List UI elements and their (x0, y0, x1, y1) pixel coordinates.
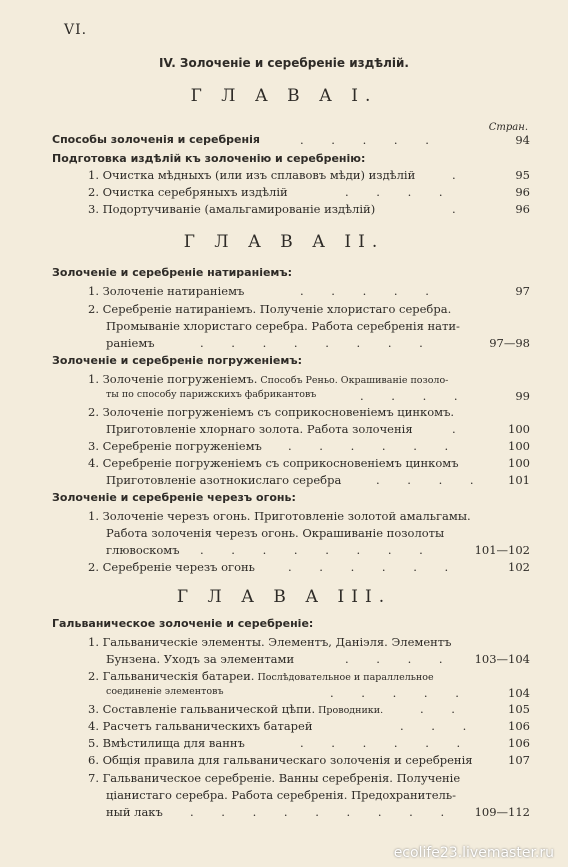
toc-entry (0, 736, 568, 754)
page-ref: 100 (508, 439, 530, 453)
toc-entry (0, 509, 568, 527)
leader-dots: . . . . (345, 185, 455, 199)
toc-entry-text (88, 669, 434, 683)
watermark: ecolife23.livemaster.ru (393, 845, 554, 861)
toc-entry-text: 1. Очистка мѣдныхъ (или изъ сплавовъ мѣди) издѣлій (88, 168, 416, 182)
toc-entry-text: 2. Серебреніе натираніемъ. Полученіе хлористаго серебра. (88, 302, 452, 316)
toc-entry-text (88, 702, 383, 716)
toc-entry-text: 5. Вмѣстилища для ваннъ (88, 736, 245, 750)
toc-entry-small: Способъ Реньо. Окрашиваніе позоло- (257, 375, 449, 386)
toc-entry (0, 202, 568, 220)
page-ref: 99 (515, 389, 530, 403)
toc-group-title: Гальваническое золоченіе и серебреніе: (52, 617, 314, 630)
page-ref: 102 (508, 560, 530, 574)
toc-entry (0, 635, 568, 653)
page-ref: 105 (508, 702, 530, 716)
toc-entry-main: 1. Золоченіе погруженіемъ. (88, 372, 258, 386)
toc-group-title: Золоченіе и серебреніе натираніемъ: (52, 266, 293, 279)
page-number: VI. (64, 22, 88, 38)
leader-dots: . . . . (360, 389, 470, 403)
toc-entry-main: 3. Составленіе гальванической цѣпи. (88, 702, 316, 716)
toc-entry-text: 2. Серебреніе черезъ огонь (88, 560, 255, 574)
page-ref: 96 (515, 185, 530, 199)
toc-group-title: Золоченіе и серебреніе черезъ огонь: (52, 491, 296, 504)
toc-entry-text: глювоскомъ (106, 543, 180, 557)
page-ref: 100 (508, 456, 530, 470)
toc-entry-main: 2. Гальваническія батареи. (88, 669, 255, 683)
toc-entry-text: 1. Золоченіе черезъ огонь. Приготовленіе золотой амальгамы. (88, 509, 471, 523)
toc-entry-text: 1. Гальваническіе элементы. Элементъ, Даніэля. Элементъ (88, 635, 452, 649)
page-ref: 106 (508, 719, 530, 733)
leader-dots: . . . . . . . . (200, 336, 435, 350)
toc-entry-text: раніемъ (106, 336, 155, 350)
leader-dots: . . . . . (300, 284, 441, 298)
page-ref: 94 (515, 133, 530, 147)
chapter-heading-1: Г Л А В А I. (190, 86, 378, 106)
toc-entry-text: 4. Серебреніе погруженіемъ съ соприкосновеніемъ цинкомъ (88, 456, 459, 470)
toc-entry-text: 6. Общія правила для гальваническаго золоченія и серебренія (88, 753, 473, 767)
toc-entry-continuation (0, 543, 568, 561)
toc-entry (0, 719, 568, 737)
toc-group-heading (0, 354, 568, 372)
section-title: IV. Золоченіе и серебреніе издѣлій. (158, 56, 409, 70)
toc-entry (0, 302, 568, 320)
toc-entry-text: 1. Золоченіе натираніемъ (88, 284, 245, 298)
toc-entry-small: Проводники. (315, 705, 384, 716)
toc-entry (0, 284, 568, 302)
page-ref: 107 (508, 753, 530, 767)
toc-entry (0, 405, 568, 423)
toc-entry (0, 702, 568, 720)
page-ref: 103—104 (474, 652, 530, 666)
toc-entry-continuation (0, 422, 568, 440)
toc-entry (0, 168, 568, 186)
leader-dots: . . . . (376, 473, 486, 487)
leader-dots: . . . . (345, 652, 455, 666)
leader-dots: . . . . . . . . . (190, 805, 457, 819)
leader-dots: . (452, 422, 468, 436)
leader-dots: . . . . . . (288, 439, 461, 453)
toc-entry (0, 456, 568, 474)
toc-group-heading (0, 266, 568, 284)
leader-dots: . . (420, 702, 467, 716)
chapter-heading-2: Г Л А В А II. (183, 232, 385, 252)
toc-entry (0, 771, 568, 789)
toc-entry-text: Бунзена. Уходъ за элементами (106, 652, 295, 666)
toc-entry-small: Послѣдовательное и параллельное (254, 672, 434, 683)
toc-group-heading (0, 617, 568, 635)
toc-entry (0, 560, 568, 578)
toc-entry-continuation (0, 805, 568, 823)
toc-entry-text: 2. Очистка серебряныхъ издѣлій (88, 185, 288, 199)
leader-dots: . . . . . (330, 686, 471, 700)
page-ref: 101—102 (474, 543, 530, 557)
chapter-heading-3: Г Л А В А III. (176, 587, 392, 607)
toc-entry-text: Приготовленіе хлорнаго золота. Работа золоченія (106, 422, 413, 436)
page-ref: 109—112 (474, 805, 530, 819)
toc-entry-continuation (0, 336, 568, 354)
toc-entry-text: Приготовленіе азотнокислаго серебра (106, 473, 342, 487)
toc-entry (0, 133, 568, 151)
toc-entry-text: Работа золоченія черезъ огонь. Окрашиваніе позолоты (106, 526, 445, 540)
leader-dots: . . . (400, 719, 479, 733)
toc-entry-text: ты по способу парижскихъ фабрикантовъ (106, 389, 317, 400)
toc-entry-text: Промываніе хлористаго серебра. Работа серебренія нати- (106, 319, 460, 333)
toc-entry (0, 185, 568, 203)
toc-entry-text: 2. Золоченіе погруженіемъ съ соприкосновеніемъ цинкомъ. (88, 405, 455, 419)
page-column-header: Стран. (488, 122, 528, 133)
page-ref: 104 (508, 686, 530, 700)
page-ref: 100 (508, 422, 530, 436)
page-ref: 101 (508, 473, 530, 487)
leader-dots: . . . . . (300, 133, 441, 147)
toc-entry-continuation (0, 526, 568, 544)
toc-entry-text: соединеніе элементовъ (106, 686, 224, 697)
toc-group-title: Способы золоченія и серебренія (52, 133, 260, 146)
toc-entry (0, 372, 568, 390)
page-ref: 97—98 (489, 336, 530, 350)
page-ref: 106 (508, 736, 530, 750)
leader-dots: . . . . . . (288, 560, 461, 574)
toc-entry (0, 753, 568, 771)
toc-entry (0, 439, 568, 457)
toc-entry-text: ціанистаго серебра. Работа серебренія. Предохранитель- (106, 788, 456, 802)
toc-entry-text: 4. Расчетъ гальваническихъ батарей (88, 719, 313, 733)
toc-entry-continuation (0, 473, 568, 491)
toc-entry-continuation (0, 788, 568, 806)
page-ref: 95 (515, 168, 530, 182)
page-ref: 96 (515, 202, 530, 216)
toc-entry-text (88, 372, 448, 386)
toc-entry-text: 7. Гальваническое серебреніе. Ванны серебренія. Полученіе (88, 771, 461, 785)
toc-entry-text: 3. Подортучиваніе (амальгамированіе издѣлій) (88, 202, 376, 216)
leader-dots: . . . . . . . . (200, 543, 435, 557)
toc-group-heading (0, 491, 568, 509)
toc-group-title: Подготовка издѣлій къ золоченію и серебренію: (52, 152, 366, 165)
leader-dots: . (452, 168, 468, 182)
leader-dots: . . . . . . (300, 736, 473, 750)
page-ref: 97 (515, 284, 530, 298)
toc-entry-continuation (0, 652, 568, 670)
toc-entry-continuation (0, 319, 568, 337)
toc-entry-text: 3. Серебреніе погруженіемъ (88, 439, 262, 453)
toc-entry (0, 669, 568, 687)
toc-group-title: Золоченіе и серебреніе погруженіемъ: (52, 354, 303, 367)
leader-dots: . (452, 202, 468, 216)
toc-entry-text: ный лакъ (106, 805, 163, 819)
